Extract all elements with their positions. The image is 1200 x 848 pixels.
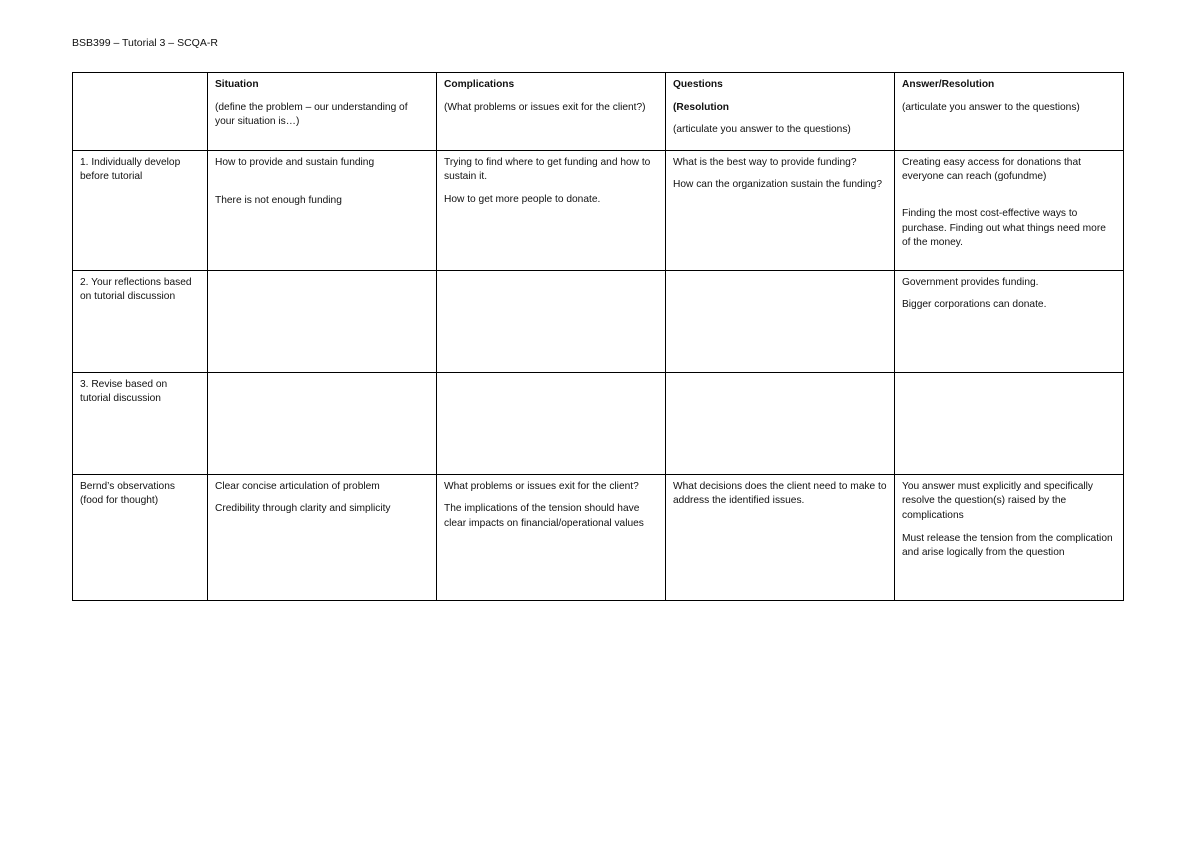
complications-cell: [437, 474, 666, 600]
table-row: [73, 150, 1124, 270]
cell-text: Credibility through clarity and simplicity: [215, 503, 391, 515]
questions-cell: [666, 474, 895, 600]
cell-text: You answer must explicitly and specifically resolve the question(s) raised by the complications: [902, 480, 1094, 521]
cell-text: What is the best way to provide funding?: [673, 156, 857, 168]
cell-text: Must release the tension from the complication and arise logically from the question: [902, 532, 1113, 559]
header-answer: [895, 73, 1124, 151]
header-complications: [437, 73, 666, 151]
header-empty-cell: [73, 73, 208, 151]
situation-cell: [208, 474, 437, 600]
answer-cell: [895, 270, 1124, 372]
column-desc-situation: (define the problem – our understanding of your situation is…): [215, 101, 408, 128]
column-title-answer: Answer/Resolution: [902, 79, 995, 90]
column-subtitle-questions: (Resolution: [673, 101, 730, 113]
situation-cell: [208, 150, 437, 270]
cell-text: The implications of the tension should have clear impacts on financial/operational values: [444, 503, 644, 529]
row-label: 1. Individually develop before tutorial: [73, 150, 208, 270]
column-title-questions: Questions: [673, 79, 723, 90]
cell-text: Trying to find where to get funding and how to sustain it.: [444, 156, 651, 183]
situation-cell: [208, 372, 437, 474]
column-title-complications: Complications: [444, 79, 515, 90]
cell-text: Clear concise articulation of problem: [215, 480, 380, 492]
row-label: 2. Your reflections based on tutorial discussion: [73, 270, 208, 372]
cell-text: Bigger corporations can donate.: [902, 299, 1047, 311]
document-header: BSB399 – Tutorial 3 – SCQA-R: [72, 37, 218, 49]
row-label: Bernd’s observations (food for thought): [73, 474, 208, 600]
questions-cell: [666, 150, 895, 270]
answer-cell: [895, 150, 1124, 270]
cell-text: Creating easy access for donations that everyone can reach (gofundme): [902, 156, 1081, 183]
cell-text: Finding the most cost-effective ways to purchase. Finding out what things need more of the money.: [902, 207, 1106, 249]
column-desc-answer: (articulate you answer to the questions): [902, 101, 1080, 113]
questions-cell: [666, 372, 895, 474]
table-row: [73, 372, 1124, 474]
header-situation: [208, 73, 437, 151]
column-desc-complications: (What problems or issues exit for the client?): [444, 101, 646, 113]
complications-cell: [437, 270, 666, 372]
cell-text: Government provides funding.: [902, 276, 1039, 288]
cell-text: What decisions does the client need to make to address the identified issues.: [673, 480, 887, 507]
header-questions: [666, 73, 895, 151]
answer-cell: [895, 372, 1124, 474]
table-header-row: [73, 73, 1124, 151]
questions-cell: [666, 270, 895, 372]
answer-cell: [895, 474, 1124, 600]
complications-cell: [437, 372, 666, 474]
column-desc-questions: (articulate you answer to the questions): [673, 124, 851, 136]
scqa-table: [72, 72, 1124, 601]
cell-text: How to get more people to donate.: [444, 193, 601, 205]
table-row: [73, 474, 1124, 600]
table-row: [73, 270, 1124, 372]
row-label: 3. Revise based on tutorial discussion: [73, 372, 208, 474]
column-title-situation: Situation: [215, 79, 259, 90]
complications-cell: [437, 150, 666, 270]
cell-text: There is not enough funding: [215, 195, 342, 207]
cell-text: How to provide and sustain funding: [215, 156, 375, 168]
cell-text: What problems or issues exit for the client?: [444, 480, 639, 492]
situation-cell: [208, 270, 437, 372]
cell-text: How can the organization sustain the funding?: [673, 179, 882, 191]
